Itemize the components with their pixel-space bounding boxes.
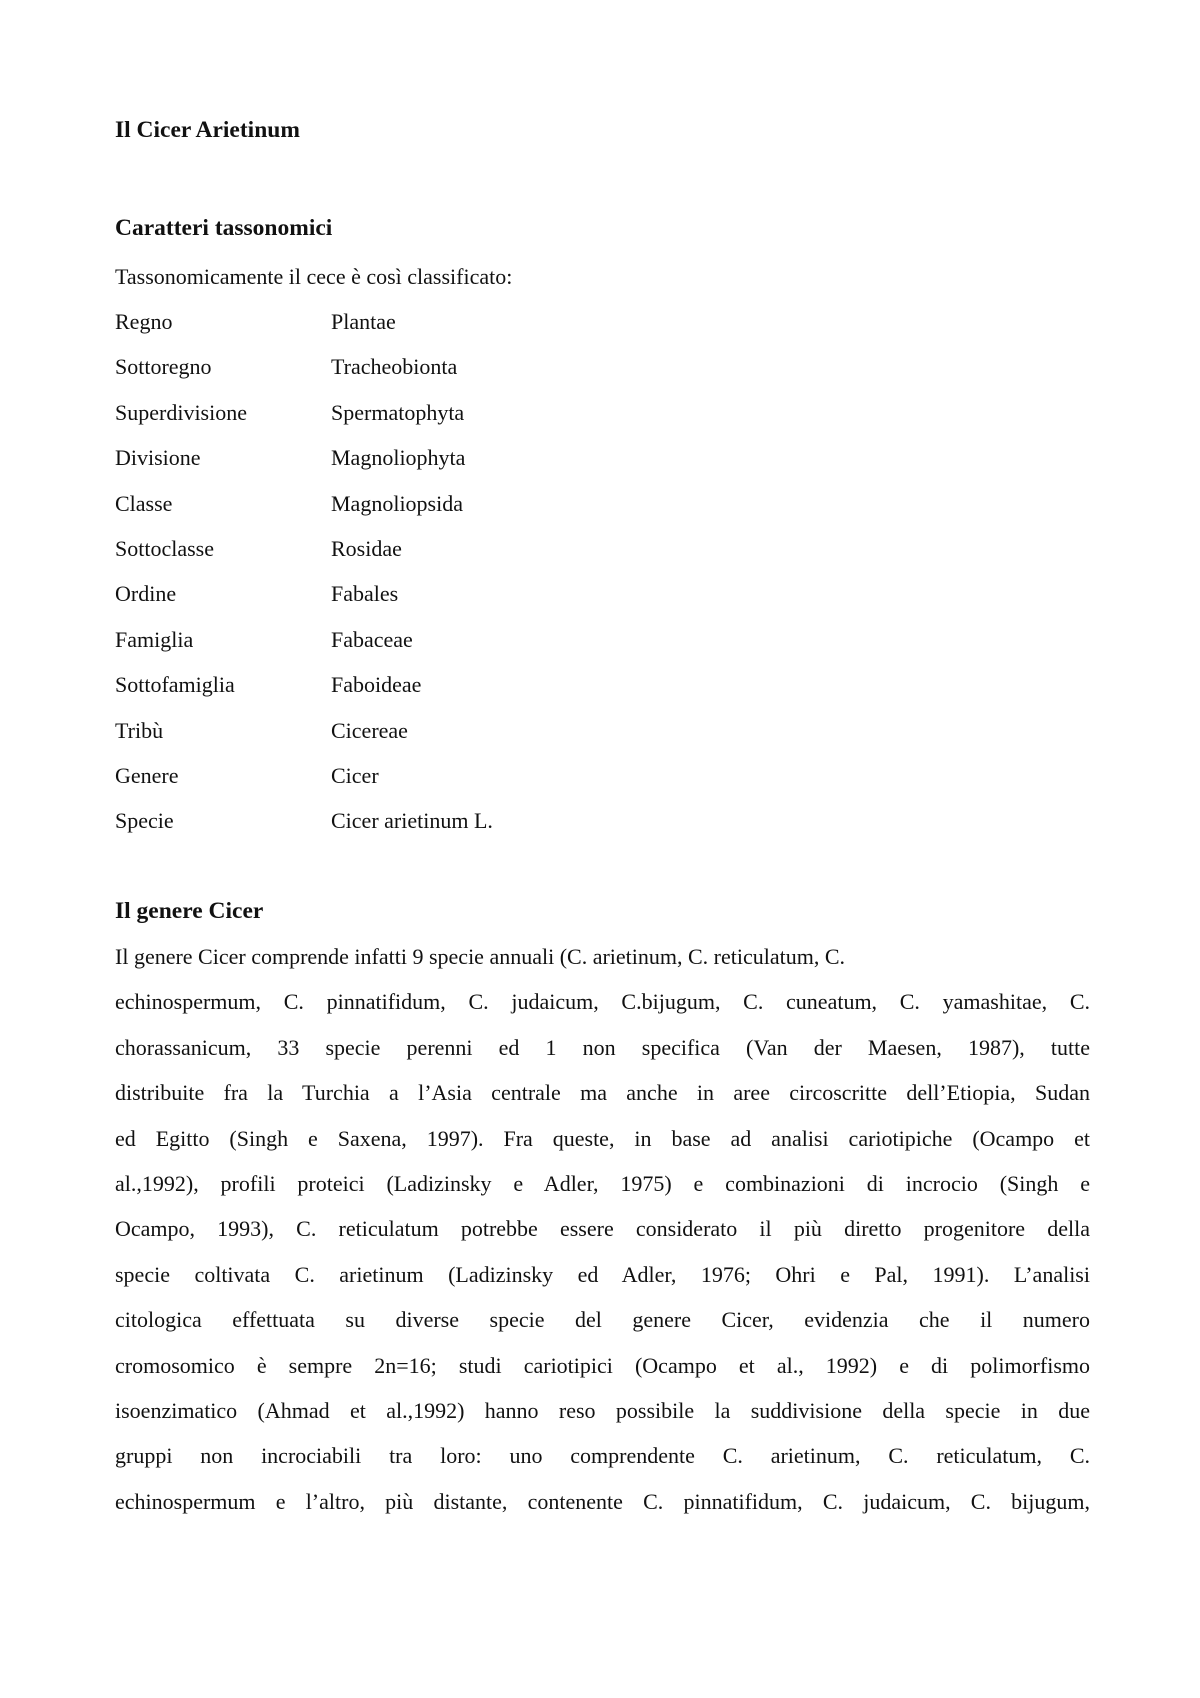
taxonomy-value: Spermatophyta <box>331 399 465 425</box>
paragraph-line: echinospermum e l’altro, più distante, contenente C. pinnatifidum, C. judaicum, C. bijugum, <box>115 1488 1090 1514</box>
taxonomy-value: Magnoliopsida <box>331 490 463 516</box>
taxonomy-table <box>115 309 815 854</box>
paragraph-line: citologica effettuata su diverse specie del genere Cicer, evidenzia che il numero <box>115 1307 1090 1333</box>
paragraph-line: chorassanicum, 33 specie perenni ed 1 non specifica (Van der Maesen, 1987), tutte <box>115 1034 1090 1060</box>
paragraph-line: echinospermum, C. pinnatifidum, C. judaicum, C.bijugum, C. cuneatum, C. yamashitae, C. <box>115 989 1090 1015</box>
paragraph-line: Ocampo, 1993), C. reticulatum potrebbe essere considerato il più diretto progenitore della <box>115 1216 1090 1242</box>
taxonomy-rank: Sottoclasse <box>115 535 214 561</box>
taxonomy-rank: Famiglia <box>115 626 194 652</box>
taxonomy-rank: Classe <box>115 490 173 516</box>
taxonomy-rank: Ordine <box>115 581 177 607</box>
taxonomy-rank: Sottoregno <box>115 354 212 380</box>
taxonomy-rank: Divisione <box>115 445 201 471</box>
taxonomy-row <box>115 808 815 853</box>
taxonomy-intro: Tassonomicamente il cece è così classificato: <box>115 264 513 289</box>
taxonomy-rank: Genere <box>115 762 179 788</box>
taxonomy-row <box>115 581 815 626</box>
taxonomy-rank: Specie <box>115 808 174 834</box>
taxonomy-row <box>115 445 815 490</box>
taxonomy-value: Faboideae <box>331 672 422 698</box>
taxonomy-row <box>115 536 815 581</box>
paragraph-line: al.,1992), profili proteici (Ladizinsky e Adler, 1975) e combinazioni di incrocio (Singh e <box>115 1170 1090 1196</box>
taxonomy-row <box>115 354 815 399</box>
taxonomy-row <box>115 400 815 445</box>
paragraph-line: Il genere Cicer comprende infatti 9 specie annuali (C. arietinum, C. reticulatum, C. <box>115 944 846 969</box>
paragraph-line: isoenzimatico (Ahmad et al.,1992) hanno reso possibile la suddivisione della specie in due <box>115 1397 1090 1423</box>
paragraph-line: ed Egitto (Singh e Saxena, 1997). Fra queste, in base ad analisi cariotipiche (Ocampo et <box>115 1125 1090 1151</box>
paragraph-line: specie coltivata C. arietinum (Ladizinsky ed Adler, 1976; Ohri e Pal, 1991). L’analisi <box>115 1261 1090 1287</box>
taxonomy-value: Plantae <box>331 309 396 334</box>
taxonomy-value: Fabales <box>331 581 399 607</box>
section-heading-genus: Il genere Cicer <box>115 898 264 924</box>
taxonomy-row <box>115 309 815 354</box>
taxonomy-row <box>115 672 815 717</box>
section-heading-taxonomy: Caratteri tassonomici <box>115 215 333 241</box>
taxonomy-rank: Tribù <box>115 717 164 743</box>
taxonomy-value: Cicer arietinum L. <box>331 808 493 834</box>
paragraph-line: cromosomico è sempre 2n=16; studi cariotipici (Ocampo et al., 1992) e di polimorfismo <box>115 1352 1090 1378</box>
taxonomy-value: Fabaceae <box>331 626 413 652</box>
taxonomy-value: Magnoliophyta <box>331 445 466 471</box>
genus-paragraph <box>115 944 1090 1534</box>
taxonomy-row <box>115 627 815 672</box>
taxonomy-value: Cicer <box>331 762 379 788</box>
document-title: Il Cicer Arietinum <box>115 117 300 143</box>
paragraph-line: gruppi non incrociabili tra loro: uno comprendente C. arietinum, C. reticulatum, C. <box>115 1443 1090 1469</box>
taxonomy-value: Tracheobionta <box>331 354 458 380</box>
taxonomy-value: Cicereae <box>331 717 408 743</box>
taxonomy-value: Rosidae <box>331 535 402 561</box>
taxonomy-row <box>115 763 815 808</box>
paragraph-line: distribuite fra la Turchia a l’Asia centrale ma anche in aree circoscritte dell’Etiopia, Sudan <box>115 1080 1090 1106</box>
taxonomy-rank: Superdivisione <box>115 399 247 425</box>
taxonomy-row <box>115 491 815 536</box>
taxonomy-row <box>115 718 815 763</box>
taxonomy-rank: Sottofamiglia <box>115 672 235 698</box>
taxonomy-rank: Regno <box>115 309 173 334</box>
